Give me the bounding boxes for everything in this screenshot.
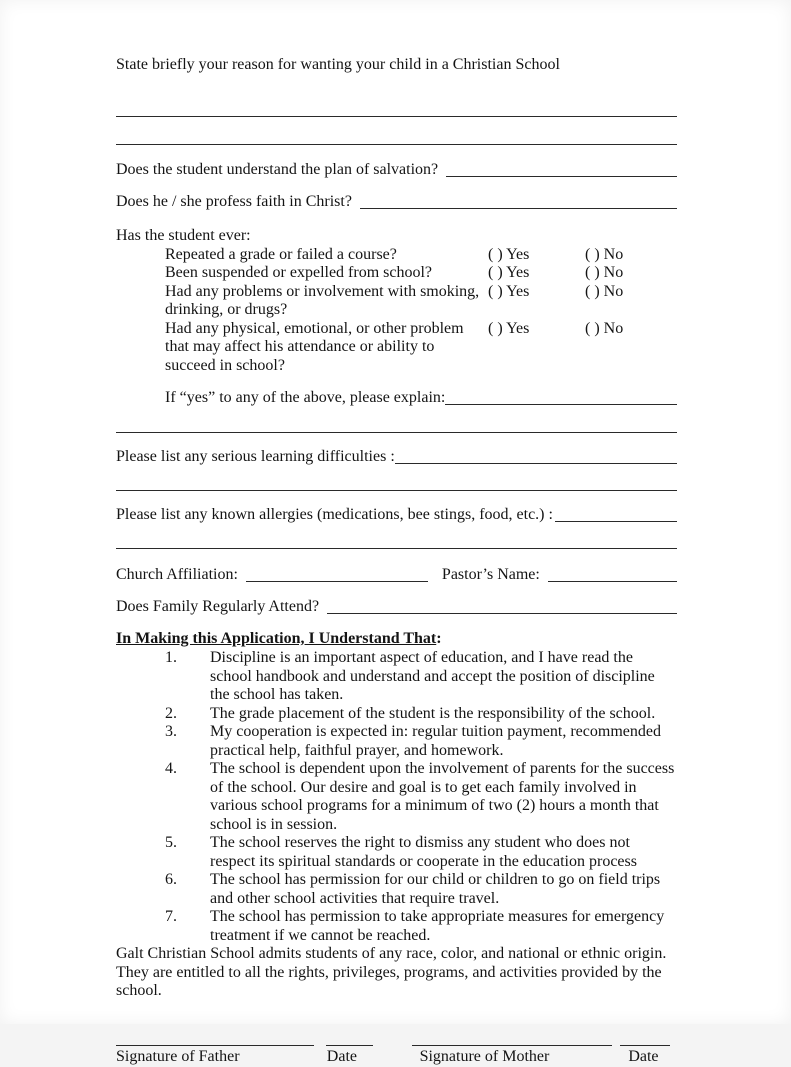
history-question: Repeated a grade or failed a course? bbox=[165, 245, 397, 263]
blank-line bbox=[445, 404, 677, 405]
no-checkbox: ( ) No bbox=[585, 319, 624, 337]
blank-line bbox=[116, 89, 677, 117]
no-checkbox: ( ) No bbox=[585, 245, 624, 263]
history-heading: Has the student ever: bbox=[116, 226, 251, 244]
question-salvation-label: Does the student understand the plan of salvation? bbox=[116, 160, 439, 178]
no-checkbox: ( ) No bbox=[585, 282, 624, 300]
blank-line bbox=[116, 408, 677, 433]
blank-line bbox=[395, 463, 677, 464]
blank-line bbox=[116, 525, 677, 549]
father-signature-label: Signature of Father bbox=[116, 1047, 240, 1065]
list-item bbox=[116, 834, 677, 871]
blank-line bbox=[116, 117, 677, 145]
father-signature-line bbox=[116, 1045, 314, 1046]
church-row bbox=[116, 565, 677, 585]
church-affiliation-label: Church Affiliation: bbox=[116, 566, 238, 583]
history-row bbox=[116, 320, 677, 376]
allergies-row bbox=[116, 505, 677, 525]
list-item-text: My cooperation is expected in: regular tuition payment, recommended practical help, faithful prayer, and homework. bbox=[210, 723, 661, 759]
nondiscrimination-statement: Galt Christian School admits students of any race, color, and national or ethnic origin. They are entitled to all the rights, privileges, programs, and activities provided by the school. bbox=[116, 945, 667, 999]
list-item-number: 4. bbox=[165, 760, 177, 777]
blank-line bbox=[548, 581, 677, 582]
list-item-number: 3. bbox=[165, 723, 177, 740]
yes-checkbox: ( ) Yes bbox=[488, 319, 530, 337]
history-row bbox=[116, 264, 677, 283]
history-question: Had any problems or involvement with smoking, drinking, or drugs? bbox=[165, 282, 480, 318]
list-item bbox=[116, 723, 677, 760]
understand-heading-colon: : bbox=[436, 630, 442, 647]
mother-signature-line bbox=[412, 1045, 612, 1046]
list-item-text: The school reserves the right to dismiss any student who does not respect its spiritual standards or cooperate in the education process bbox=[210, 834, 637, 870]
history-row bbox=[116, 246, 677, 265]
list-item-number: 7. bbox=[165, 908, 177, 925]
history-row bbox=[116, 283, 677, 320]
list-item bbox=[116, 871, 677, 908]
father-date-label: Date bbox=[326, 1047, 357, 1065]
question-faith bbox=[116, 192, 677, 212]
yes-checkbox: ( ) Yes bbox=[488, 282, 530, 300]
allergies-label: Please list any known allergies (medications, bee stings, food, etc.) : bbox=[116, 506, 553, 523]
no-checkbox: ( ) No bbox=[585, 264, 624, 281]
list-item bbox=[116, 705, 677, 724]
mother-date-label: Date bbox=[628, 1047, 659, 1065]
list-item-text: The school has permission for our child or children to go on field trips and other school activities that require travel. bbox=[210, 871, 661, 907]
list-item bbox=[116, 649, 677, 705]
father-date-line bbox=[326, 1045, 373, 1046]
question-faith-label: Does he / she profess faith in Christ? bbox=[116, 192, 352, 210]
blank-line bbox=[116, 467, 677, 491]
history-question: Been suspended or expelled from school? bbox=[165, 264, 433, 281]
signature-labels bbox=[116, 1047, 677, 1067]
list-item-text: Discipline is an important aspect of education, and I have read the school handbook and understand and accept the position of discipline the school has taken. bbox=[210, 649, 655, 703]
understand-heading-text: In Making this Application, I Understand That bbox=[116, 630, 437, 647]
explain-row bbox=[116, 388, 677, 408]
blank-line bbox=[555, 521, 677, 522]
understand-heading bbox=[116, 629, 677, 649]
attend-row bbox=[116, 597, 677, 617]
reason-prompt: State briefly your reason for wanting your child in a Christian School bbox=[116, 56, 560, 73]
blank-line bbox=[246, 581, 428, 582]
learning-row bbox=[116, 447, 677, 467]
pastor-name-label: Pastor’s Name: bbox=[441, 566, 540, 583]
list-item-number: 1. bbox=[165, 649, 177, 666]
question-salvation bbox=[116, 160, 677, 180]
blank-line bbox=[360, 208, 677, 209]
history-question: Had any physical, emotional, or other problem that may affect his attendance or ability to succeed in school? bbox=[165, 319, 464, 374]
list-item bbox=[116, 908, 677, 945]
yes-checkbox: ( ) Yes bbox=[488, 245, 530, 263]
attend-label: Does Family Regularly Attend? bbox=[116, 598, 320, 615]
learning-label: Please list any serious learning difficulties : bbox=[116, 448, 395, 465]
list-item-text: The grade placement of the student is the responsibility of the school. bbox=[210, 704, 656, 722]
list-item-number: 5. bbox=[165, 834, 177, 851]
list-item bbox=[116, 760, 677, 834]
mother-signature-label: Signature of Mother bbox=[419, 1047, 550, 1065]
blank-line bbox=[446, 176, 677, 177]
yes-checkbox: ( ) Yes bbox=[488, 264, 530, 281]
list-item-text: The school is dependent upon the involvement of parents for the success of the school. Our desire and goal is to get each family involved in various school programs for a minimum of two (2) hours a month that school is in session. bbox=[210, 760, 675, 833]
mother-date-line bbox=[620, 1045, 670, 1046]
list-item-text: The school has permission to take appropriate measures for emergency treatment if we cannot be reached. bbox=[210, 908, 665, 944]
list-item-number: 6. bbox=[165, 871, 177, 888]
signature-lines bbox=[116, 1045, 677, 1046]
explain-label: If “yes” to any of the above, please explain: bbox=[165, 389, 446, 406]
blank-line bbox=[327, 613, 677, 614]
list-item-number: 2. bbox=[165, 704, 177, 722]
